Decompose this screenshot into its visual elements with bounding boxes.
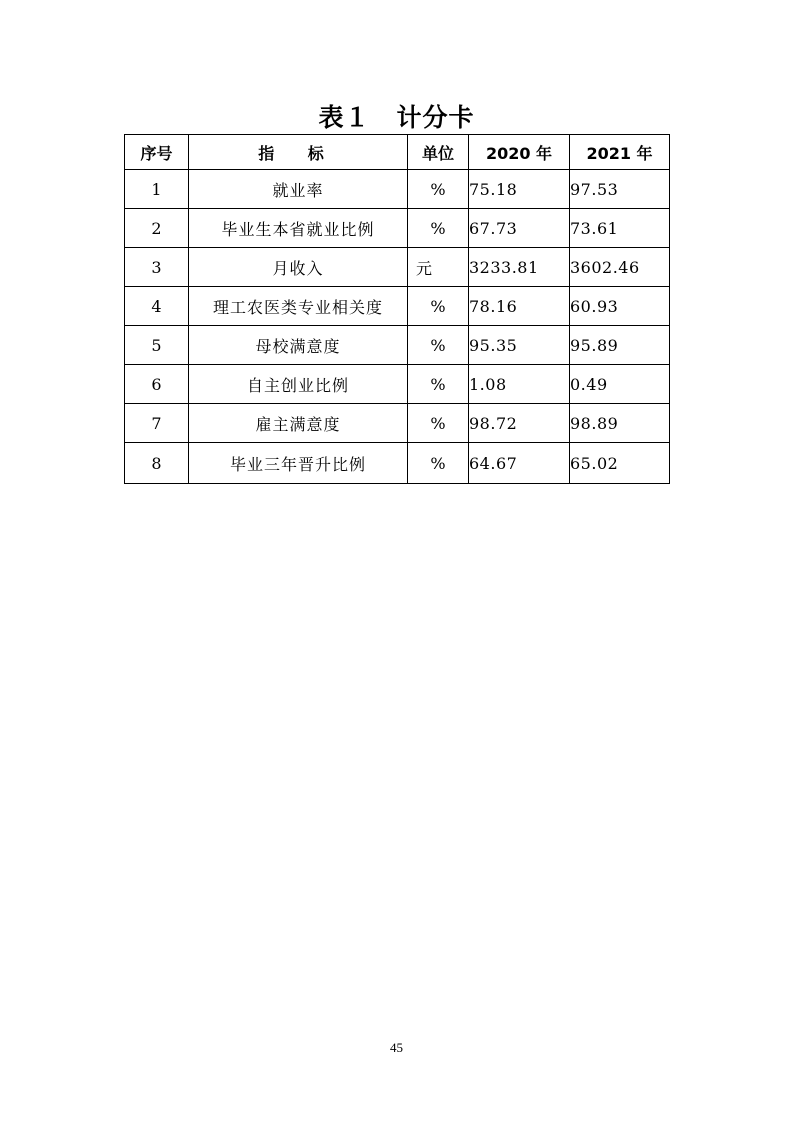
table-row — [125, 326, 670, 365]
unit-cell: % — [408, 365, 469, 404]
header-unit: 单位 — [408, 135, 469, 170]
unit-cell: % — [408, 209, 469, 248]
indicator-name: 月收入 — [189, 248, 408, 287]
header-2020: 2020 年 — [469, 135, 570, 170]
indicator-name: 自主创业比例 — [189, 365, 408, 404]
header-2021: 2021 年 — [570, 135, 670, 170]
value-2020: 64.67 — [469, 443, 570, 484]
value-2020: 98.72 — [469, 404, 570, 443]
page-number: 45 — [390, 1040, 403, 1055]
score-card-table — [124, 134, 670, 484]
indicator-name: 毕业生本省就业比例 — [189, 209, 408, 248]
table-row — [125, 443, 670, 484]
unit-cell: % — [408, 287, 469, 326]
value-2021: 97.53 — [570, 170, 670, 209]
unit-cell: % — [408, 404, 469, 443]
table-title: 表１ 计分卡 — [318, 103, 475, 132]
unit-cell: % — [408, 443, 469, 484]
value-2021: 65.02 — [570, 443, 670, 484]
indicator-name: 雇主满意度 — [189, 404, 408, 443]
value-2020: 1.08 — [469, 365, 570, 404]
value-2020: 95.35 — [469, 326, 570, 365]
value-2021: 0.49 — [570, 365, 670, 404]
row-number: 4 — [125, 287, 189, 326]
table-header-row — [125, 135, 670, 170]
value-2021: 95.89 — [570, 326, 670, 365]
indicator-name: 母校满意度 — [189, 326, 408, 365]
table-row — [125, 170, 670, 209]
table-row — [125, 209, 670, 248]
header-no: 序号 — [125, 135, 189, 170]
table-row — [125, 248, 670, 287]
value-2021: 60.93 — [570, 287, 670, 326]
row-number: 5 — [125, 326, 189, 365]
header-indicator: 指 标 — [189, 135, 408, 170]
row-number: 2 — [125, 209, 189, 248]
indicator-name: 毕业三年晋升比例 — [189, 443, 408, 484]
unit-cell: % — [408, 170, 469, 209]
table-row — [125, 287, 670, 326]
row-number: 3 — [125, 248, 189, 287]
value-2020: 67.73 — [469, 209, 570, 248]
row-number: 7 — [125, 404, 189, 443]
value-2020: 3233.81 — [469, 248, 570, 287]
value-2021: 98.89 — [570, 404, 670, 443]
indicator-name: 理工农医类专业相关度 — [189, 287, 408, 326]
unit-cell: 元 — [408, 248, 469, 287]
value-2020: 78.16 — [469, 287, 570, 326]
value-2021: 3602.46 — [570, 248, 670, 287]
value-2020: 75.18 — [469, 170, 570, 209]
value-2021: 73.61 — [570, 209, 670, 248]
unit-cell: % — [408, 326, 469, 365]
row-number: 8 — [125, 443, 189, 484]
row-number: 6 — [125, 365, 189, 404]
indicator-name: 就业率 — [189, 170, 408, 209]
table-row — [125, 365, 670, 404]
table-row — [125, 404, 670, 443]
row-number: 1 — [125, 170, 189, 209]
